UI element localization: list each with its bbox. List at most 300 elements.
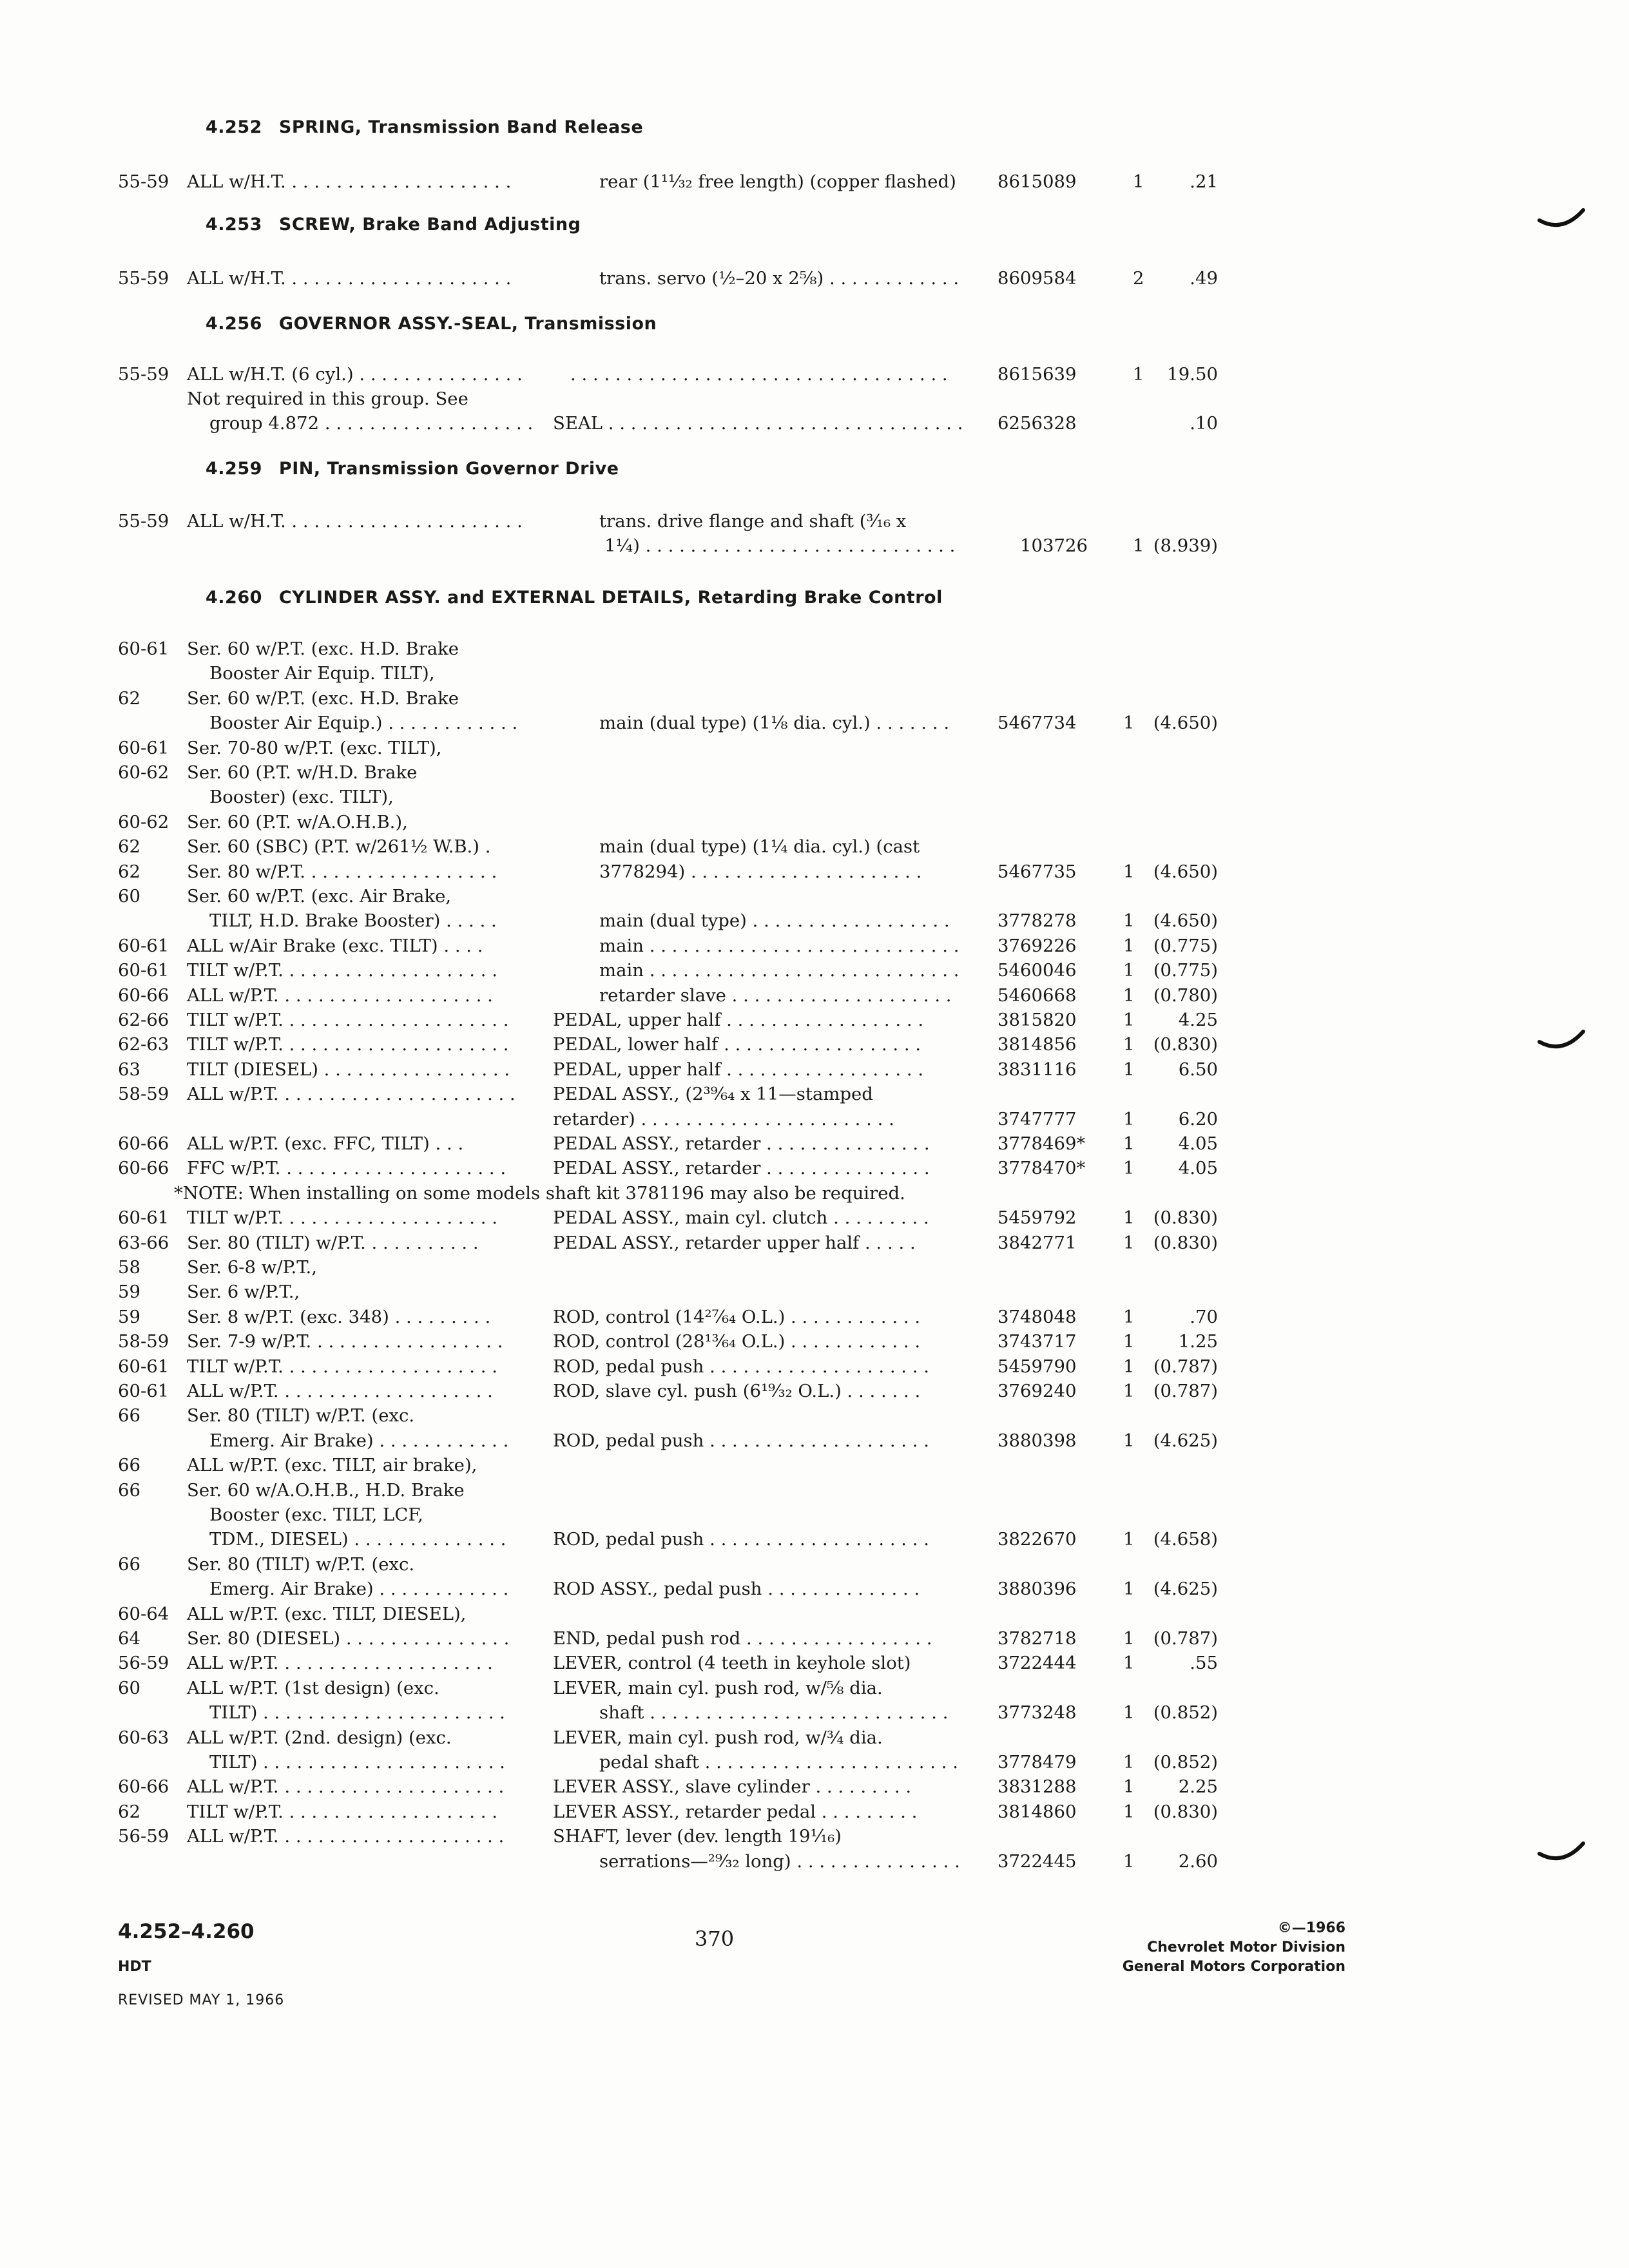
table-row [0,411,1629,436]
model-application: TILT w/P.T. . . . . . . . . . . . . . . . . . . . [187,1802,498,1822]
model-application: TILT, H.D. Brake Booster) . . . . . [209,910,497,931]
price: (4.650) [1153,713,1218,733]
section-title: SCREW, Brake Band Adjusting [278,215,581,235]
price: 2.25 [1178,1776,1218,1797]
price: 6.20 [1178,1109,1218,1129]
model-application: TILT) . . . . . . . . . . . . . . . . . . . . . . [209,1702,505,1723]
table-row [0,785,1629,809]
part-description: LEVER, main cyl. push rod, w/¾ dia. [553,1727,883,1748]
model-application: Emerg. Air Brake) . . . . . . . . . . . . [209,1430,509,1451]
model-application: ALL w/H.T. . . . . . . . . . . . . . . . . . . . . [187,171,512,192]
table-row [0,1082,1629,1106]
table-row [0,686,1629,711]
quantity: 1 [1123,936,1135,956]
section-heading [206,314,657,334]
price: 4.25 [1178,1010,1218,1030]
table-row [0,983,1629,1008]
year-range: 63-66 [118,1233,169,1253]
price: 1.25 [1178,1331,1218,1352]
part-description: ROD, pedal push . . . . . . . . . . . . . . . . . . . . [553,1356,930,1377]
year-range: 62-63 [118,1034,169,1055]
model-application: Ser. 6-8 w/P.T., [187,1257,318,1278]
year-range: 60-61 [118,1381,169,1401]
model-application: ALL w/P.T. . . . . . . . . . . . . . . . . . . . . [187,1826,505,1847]
price: 2.60 [1178,1851,1218,1872]
table-row [0,1057,1629,1082]
part-number: 3769226 [998,936,1077,956]
section-number: 4.253 [206,215,262,235]
table-row [0,1453,1629,1477]
part-description: main (dual type) (1¼ dia. cyl.) (cast [599,836,920,857]
price: (0.775) [1153,936,1218,956]
model-application: Ser. 60 w/A.O.H.B., H.D. Brake [187,1480,465,1501]
year-range: 60-66 [118,1776,169,1797]
table-row [0,533,1629,558]
part-number: 3722444 [998,1653,1077,1673]
model-application: Ser. 60 (P.T. w/H.D. Brake [187,762,418,783]
part-description: LEVER ASSY., retarder pedal . . . . . . . . . [553,1802,918,1822]
table-row [0,1750,1629,1774]
model-application: ALL w/P.T. (exc. TILT, DIESEL), [187,1604,467,1624]
year-range: 55-59 [118,511,169,532]
table-row [0,1503,1629,1527]
table-row [0,834,1629,859]
price: .21 [1190,171,1218,192]
model-application: ALL w/P.T. . . . . . . . . . . . . . . . . . . . [187,1381,493,1401]
year-range: 66 [118,1405,140,1426]
part-description: ROD, control (14²⁷⁄₆₄ O.L.) . . . . . . . . . . . . [553,1307,921,1327]
year-range: 60-61 [118,960,169,981]
quantity: 1 [1123,1653,1135,1673]
section-number: 4.256 [206,314,262,334]
year-range: 64 [118,1628,140,1649]
part-number: 3814856 [998,1034,1077,1055]
part-number: 103726 [1020,535,1088,556]
quantity: 1 [1123,1776,1135,1797]
quantity: 1 [1123,1331,1135,1352]
part-description: LEVER ASSY., slave cylinder . . . . . . . . . [553,1776,912,1797]
part-number: 3814860 [998,1802,1077,1822]
quantity: 1 [1123,1307,1135,1327]
part-number: 3831116 [998,1059,1077,1080]
quantity: 1 [1133,171,1144,192]
part-description: serrations—²⁹⁄₃₂ long) . . . . . . . . . . . . . . . [599,1851,960,1872]
model-application: TILT w/P.T. . . . . . . . . . . . . . . . . . . . . [187,1034,509,1055]
quantity: 1 [1133,364,1144,385]
quantity: 1 [1123,1529,1135,1550]
year-range: 62 [118,836,140,857]
part-number: 3822670 [998,1529,1077,1550]
table-row [0,1107,1629,1131]
price: (0.787) [1153,1356,1218,1377]
model-application: TILT w/P.T. . . . . . . . . . . . . . . . . . . . [187,960,498,981]
quantity: 1 [1123,1381,1135,1401]
quantity: 1 [1133,535,1144,556]
quantity: 1 [1123,1010,1135,1030]
table-row [0,1329,1629,1354]
year-range: 58-59 [118,1084,169,1104]
part-number: 3747777 [998,1109,1077,1129]
year-range: 60-61 [118,1207,169,1228]
part-number: 3769240 [998,1381,1077,1401]
table-row [0,1156,1629,1180]
model-application: Booster) (exc. TILT), [209,787,394,807]
quantity: 2 [1133,268,1144,289]
section-heading [206,588,943,608]
table-row [0,1305,1629,1329]
price: (8.939) [1153,535,1218,556]
quantity: 1 [1123,1752,1135,1773]
table-row [0,1008,1629,1032]
part-number: 5467735 [998,861,1077,882]
part-description: trans. servo (½–20 x 2⅝) . . . . . . . . . . . . [599,268,959,289]
margin-tick-mark [1537,1028,1588,1057]
year-range: 60-66 [118,1158,169,1178]
model-application: ALL w/P.T. . . . . . . . . . . . . . . . . . . . [187,985,493,1006]
price: .10 [1190,413,1218,434]
model-application: Booster Air Equip.) . . . . . . . . . . . . [209,713,518,733]
page-number: 370 [695,1927,735,1951]
price: (0.830) [1153,1034,1218,1055]
model-application: ALL w/P.T. . . . . . . . . . . . . . . . . . . . [187,1653,493,1673]
year-range: 62 [118,1802,140,1822]
table-row [0,860,1629,884]
price: (0.780) [1153,985,1218,1006]
table-row [0,1206,1629,1230]
year-range: 58 [118,1257,140,1278]
table-row [0,1231,1629,1255]
part-description: retarder slave . . . . . . . . . . . . . . . . . . . . [599,985,952,1006]
year-range: 60 [118,1678,140,1698]
price: 6.50 [1178,1059,1218,1080]
model-application: Ser. 70-80 w/P.T. (exc. TILT), [187,738,442,758]
table-row [0,934,1629,958]
quantity: 1 [1123,1034,1135,1055]
quantity: 1 [1123,1430,1135,1451]
part-number: 3842771 [998,1233,1077,1253]
section-heading [206,215,581,235]
price: (0.830) [1153,1233,1218,1253]
price: .55 [1190,1653,1218,1673]
year-range: 55-59 [118,268,169,289]
part-description: PEDAL ASSY., main cyl. clutch . . . . . . . . . [553,1207,929,1228]
part-number: 3722445 [998,1851,1077,1872]
table-row [0,711,1629,735]
quantity: 1 [1123,713,1135,733]
part-number: 3778470* [998,1158,1086,1178]
part-number: 3778278 [998,910,1077,931]
table-row [0,1602,1629,1626]
year-range: 62 [118,861,140,882]
year-range: 60-64 [118,1604,169,1624]
price: .49 [1190,268,1218,289]
quantity: 1 [1123,1158,1135,1178]
year-range: 60-61 [118,1356,169,1377]
quantity: 1 [1123,1851,1135,1872]
quantity: 1 [1123,1802,1135,1822]
model-application: group 4.872 . . . . . . . . . . . . . . . . . . . [209,413,534,434]
part-description: SHAFT, lever (dev. length 19¹⁄₁₆) [553,1826,842,1847]
part-description: . . . . . . . . . . . . . . . . . . . . . . . . . . . . . . . . . . [570,364,948,385]
year-range: 60 [118,886,140,907]
model-application: TDM., DIESEL) . . . . . . . . . . . . . . [209,1529,506,1550]
model-application: Ser. 60 w/P.T. (exc. H.D. Brake [187,639,459,659]
model-application: ALL w/Air Brake (exc. TILT) . . . . [187,936,483,956]
part-description: LEVER, control (4 teeth in keyhole slot) [553,1653,911,1673]
table-row [0,266,1629,291]
part-description: PEDAL, lower half . . . . . . . . . . . . . . . . . . [553,1034,921,1055]
table-row [0,1354,1629,1379]
part-description: trans. drive flange and shaft (³⁄₁₆ x [599,511,907,532]
margin-tick-mark [1537,1840,1588,1869]
part-description: main . . . . . . . . . . . . . . . . . . . . . . . . . . . . [599,960,959,981]
table-row [0,661,1629,686]
part-number: 5467734 [998,713,1077,733]
year-range: 59 [118,1307,140,1327]
table-row [0,1700,1629,1725]
section-title: PIN, Transmission Governor Drive [278,459,619,479]
quantity: 1 [1123,1109,1135,1129]
quantity: 1 [1123,985,1135,1006]
model-application: TILT) . . . . . . . . . . . . . . . . . . . . . . [209,1752,505,1773]
year-range: 66 [118,1455,140,1475]
part-number: 5459790 [998,1356,1077,1377]
price: 4.05 [1178,1158,1218,1178]
price: .70 [1190,1307,1218,1327]
part-description: 1¼) . . . . . . . . . . . . . . . . . . . . . . . . . . . . [604,535,956,556]
part-description: ROD, pedal push . . . . . . . . . . . . . . . . . . . . [553,1430,930,1451]
table-row [0,760,1629,785]
table-row [0,1131,1629,1156]
margin-tick-mark [1537,206,1588,235]
model-application: ALL w/P.T. . . . . . . . . . . . . . . . . . . . . . [187,1084,516,1104]
section-title: GOVERNOR ASSY.-SEAL, Transmission [278,314,657,334]
part-description: main . . . . . . . . . . . . . . . . . . . . . . . . . . . . [599,936,959,956]
part-number: 8609584 [998,268,1077,289]
part-number: 3880398 [998,1430,1077,1451]
catalog-code: HDT [118,1959,151,1975]
table-row [0,1478,1629,1503]
model-application: Booster Air Equip. TILT), [209,663,435,684]
year-range: 60-62 [118,762,169,783]
model-application: ALL w/P.T. (exc. TILT, air brake), [187,1455,477,1475]
table-row [0,169,1629,194]
model-application: Booster (exc. TILT, LCF, [209,1504,423,1525]
model-application: Emerg. Air Brake) . . . . . . . . . . . . [209,1579,509,1599]
part-description: SEAL . . . . . . . . . . . . . . . . . . . . . . . . . . . . . . . . [553,413,963,434]
part-description: ROD ASSY., pedal push . . . . . . . . . . . . . . [553,1579,920,1599]
model-application: Ser. 80 (TILT) w/P.T. (exc. [187,1554,415,1575]
year-range: 56-59 [118,1826,169,1847]
table-row [0,1527,1629,1552]
price: (0.830) [1153,1802,1218,1822]
model-application: Ser. 8 w/P.T. (exc. 348) . . . . . . . . . [187,1307,491,1327]
model-application: Ser. 7-9 w/P.T. . . . . . . . . . . . . . . . . . [187,1331,503,1352]
part-description: pedal shaft . . . . . . . . . . . . . . . . . . . . . . . [599,1752,958,1773]
model-application: Ser. 80 (DIESEL) . . . . . . . . . . . . . . . [187,1628,510,1649]
year-range: 66 [118,1480,140,1501]
year-range: 60-63 [118,1727,169,1748]
model-application: FFC w/P.T. . . . . . . . . . . . . . . . . . . . . [187,1158,506,1178]
price: (0.775) [1153,960,1218,981]
table-row [0,1552,1629,1577]
section-range: 4.252–4.260 [118,1920,255,1943]
model-application: Ser. 60 (SBC) (P.T. w/261½ W.B.) . [187,836,491,857]
part-description: PEDAL ASSY., (2³⁹⁄₆₄ x 11—stamped [553,1084,873,1104]
part-number: 3880396 [998,1579,1077,1599]
table-row [0,1824,1629,1849]
part-number: 3748048 [998,1307,1077,1327]
price: (0.852) [1153,1702,1218,1723]
model-application: ALL w/H.T. (6 cyl.) . . . . . . . . . . . . . . . [187,364,523,385]
table-note [0,1181,1629,1206]
price: (0.852) [1153,1752,1218,1773]
table-row [0,637,1629,661]
quantity: 1 [1123,1702,1135,1723]
table-row [0,387,1629,411]
section-title: SPRING, Transmission Band Release [278,117,644,137]
price: (0.830) [1153,1207,1218,1228]
model-application: ALL w/H.T. . . . . . . . . . . . . . . . . . . . . . [187,511,523,532]
part-description: 3778294) . . . . . . . . . . . . . . . . . . . . . [599,861,922,882]
section-title: CYLINDER ASSY. and EXTERNAL DETAILS, Retarding Brake Control [278,588,943,608]
year-range: 60-61 [118,936,169,956]
part-description: PEDAL ASSY., retarder . . . . . . . . . . . . . . . [553,1133,930,1154]
price: (4.650) [1153,861,1218,882]
part-number: 3773248 [998,1702,1077,1723]
part-number: 8615639 [998,364,1077,385]
table-row [0,908,1629,933]
table-row [0,362,1629,387]
section-number: 4.260 [206,588,262,608]
year-range: 60-66 [118,1133,169,1154]
year-range: 59 [118,1282,140,1302]
quantity: 1 [1123,1628,1135,1649]
quantity: 1 [1123,960,1135,981]
model-application: TILT (DIESEL) . . . . . . . . . . . . . . . . . [187,1059,510,1080]
model-application: ALL w/P.T. (exc. FFC, TILT) . . . [187,1133,464,1154]
part-number: 3743717 [998,1331,1077,1352]
part-description: rear (1¹¹⁄₃₂ free length) (copper flashed) [599,171,956,192]
price: (4.625) [1153,1579,1218,1599]
part-description: LEVER, main cyl. push rod, w/⅝ dia. [553,1678,883,1698]
quantity: 1 [1123,861,1135,882]
part-number: 3778469* [998,1133,1086,1154]
part-description: ROD, slave cyl. push (6¹⁹⁄₃₂ O.L.) . . . . . . . [553,1381,921,1401]
part-description: shaft . . . . . . . . . . . . . . . . . . . . . . . . . . . [599,1702,949,1723]
year-range: 63 [118,1059,140,1080]
model-application: Not required in this group. See [187,389,468,409]
year-range: 58-59 [118,1331,169,1352]
quantity: 1 [1123,1207,1135,1228]
part-description: PEDAL, upper half . . . . . . . . . . . . . . . . . . [553,1010,924,1030]
part-description: ROD, pedal push . . . . . . . . . . . . . . . . . . . . [553,1529,930,1550]
quantity: 1 [1123,1233,1135,1253]
table-row [0,1280,1629,1304]
revision-date: REVISED MAY 1, 1966 [118,1992,285,2008]
model-application: Ser. 60 (P.T. w/A.O.H.B.), [187,812,408,832]
model-application: TILT w/P.T. . . . . . . . . . . . . . . . . . . . [187,1356,498,1377]
year-range: 62 [118,688,140,709]
quantity: 1 [1123,1356,1135,1377]
model-application: TILT w/P.T. . . . . . . . . . . . . . . . . . . . [187,1207,498,1228]
section-number: 4.259 [206,459,262,479]
division-name: Chevrolet Motor Division [1147,1939,1345,1956]
part-number: 3778479 [998,1752,1077,1773]
part-description: PEDAL ASSY., retarder . . . . . . . . . . . . . . . [553,1158,930,1178]
price: (4.625) [1153,1430,1218,1451]
year-range: 60-62 [118,812,169,832]
part-description: PEDAL ASSY., retarder upper half . . . . . [553,1233,916,1253]
year-range: 60-61 [118,639,169,659]
price: (0.787) [1153,1381,1218,1401]
copyright: ©—1966 [1277,1920,1345,1936]
price: (4.658) [1153,1529,1218,1550]
year-range: 66 [118,1554,140,1575]
part-description: main (dual type) (1⅛ dia. cyl.) . . . . . . . [599,713,950,733]
part-number: 3831288 [998,1776,1077,1797]
part-number: 5459792 [998,1207,1077,1228]
year-range: 60-66 [118,985,169,1006]
model-application: Ser. 60 w/P.T. (exc. H.D. Brake [187,688,459,709]
model-application: ALL w/P.T. (2nd. design) (exc. [187,1727,452,1748]
year-range: 60-61 [118,738,169,758]
year-range: 55-59 [118,171,169,192]
part-number: 6256328 [998,413,1077,434]
table-row [0,884,1629,908]
part-number: 3815820 [998,1010,1077,1030]
price: 4.05 [1178,1133,1218,1154]
part-description: ROD, control (28¹³⁄₆₄ O.L.) . . . . . . . . . . . . [553,1331,921,1352]
part-number: 8615089 [998,171,1077,192]
price: 19.50 [1167,364,1218,385]
table-row [0,1774,1629,1799]
table-row [0,1428,1629,1453]
model-application: Ser. 6 w/P.T., [187,1282,300,1302]
note-text: *NOTE: When installing on some models shaft kit 3781196 may also be required. [174,1183,905,1204]
section-number: 4.252 [206,117,262,137]
part-number: 5460668 [998,985,1077,1006]
year-range: 55-59 [118,364,169,385]
corporation-name: General Motors Corporation [1122,1959,1345,1975]
table-row [0,1626,1629,1651]
price: (0.787) [1153,1628,1218,1649]
model-application: Ser. 80 (TILT) w/P.T. . . . . . . . . . . [187,1233,479,1253]
model-application: Ser. 80 w/P.T. . . . . . . . . . . . . . . . . . [187,861,497,882]
part-description: PEDAL, upper half . . . . . . . . . . . . . . . . . . [553,1059,924,1080]
table-row [0,1676,1629,1700]
section-heading [206,117,643,137]
table-row [0,509,1629,533]
quantity: 1 [1123,1133,1135,1154]
model-application: Ser. 60 w/P.T. (exc. Air Brake, [187,886,452,907]
year-range: 56-59 [118,1653,169,1673]
table-row [0,1379,1629,1403]
part-description: retarder) . . . . . . . . . . . . . . . . . . . . . . . [553,1109,894,1129]
table-row [0,1577,1629,1601]
year-range: 62-66 [118,1010,169,1030]
model-application: ALL w/P.T. (1st design) (exc. [187,1678,439,1698]
table-row [0,1651,1629,1675]
model-application: ALL w/P.T. . . . . . . . . . . . . . . . . . . . . [187,1776,505,1797]
table-row [0,1255,1629,1280]
table-row [0,1725,1629,1750]
quantity: 1 [1123,1059,1135,1080]
model-application: TILT w/P.T. . . . . . . . . . . . . . . . . . . . . [187,1010,509,1030]
publisher-block [1123,1919,1345,1977]
table-row [0,958,1629,983]
table-row [0,1403,1629,1428]
